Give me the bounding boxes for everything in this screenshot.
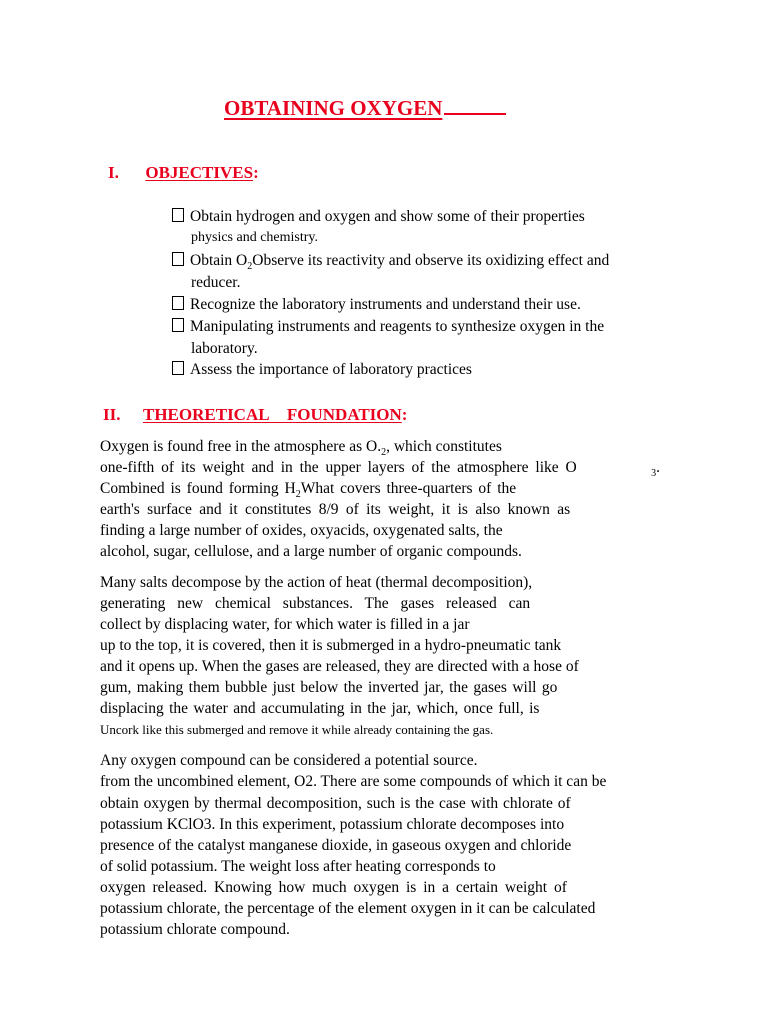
checkbox-glyph-icon [172,296,184,310]
paragraph1-line: earth's surface and it constitutes 8/9 of its weight, it is also known as [100,501,571,518]
paragraph2-line: displacing the water and accumulating in the jar, which, once full, is [100,700,540,717]
section-theory-heading: II. THEORETICAL FOUNDATION: [103,405,408,424]
paragraph1-line: alcohol, sugar, cellulose, and a large number of organic compounds. [100,543,522,560]
paragraph3-line: Any oxygen compound can be considered a potential source. [100,752,478,769]
paragraph3-line: potassium KClO3. In this experiment, potassium chlorate decomposes into [100,816,565,833]
title-underline-pad [444,112,506,115]
objective-item-cont: reducer. [191,274,241,291]
paragraph3-line: presence of the catalyst manganese dioxide, in gaseous oxygen and chloride [100,837,572,854]
checkbox-glyph-icon [172,318,184,332]
checkbox-glyph-icon [172,361,184,375]
paragraph2-line: collect by displacing water, for which water is filled in a jar [100,616,470,633]
objective-item: Assess the importance of laboratory practices [172,361,472,379]
paragraph3-line: potassium chlorate, the percentage of the element oxygen in it can be calculated [100,900,596,917]
objective-item-cont: laboratory. [191,340,258,357]
paragraph1-line: Oxygen is found free in the atmosphere as $O._2$, which constitutes [100,438,502,459]
paragraph3-line: of solid potassium. The weight loss after heating corresponds to [100,858,496,875]
objective-item: Obtain $O_2Observe$ its reactivity and observe its oxidizing effect and [172,252,609,272]
paragraph3-line: potassium chlorate compound. [100,921,290,938]
section-objectives-heading: I. OBJECTIVES: [108,163,259,182]
paragraph2-line: up to the top, it is covered, then it is submerged in a hydro-pneumatic tank [100,637,562,654]
paragraph2-line: gum, making them bubble just below the inverted jar, the gases will go [100,679,558,696]
checkbox-glyph-icon [172,208,184,222]
paragraph1-line: finding a large number of oxides, oxyacids, oxygenated salts, the [100,522,503,539]
paragraph2-line: Uncork like this submerged and remove it while already containing the gas. [100,722,494,737]
checkbox-glyph-icon [172,252,184,266]
objective-item: Obtain hydrogen and oxygen and show some of their properties [172,208,585,226]
paragraph1-line: Combined is found forming $H_2What$ covers three-quarters of the [100,480,517,501]
paragraph2-line: and it opens up. When the gases are released, they are directed with a hose of [100,658,579,675]
paragraph1-line: one-fifth of its weight and in the upper layers of the atmosphere like O $_3$. [100,459,660,480]
paragraph3-line: from the uncombined element, O2. There are some compounds of which it can be [100,773,607,790]
objective-item: Manipulating instruments and reagents to synthesize oxygen in the [172,318,604,336]
objective-item: Recognize the laboratory instruments and understand their use. [172,296,581,314]
paragraph3-line: obtain oxygen by thermal decomposition, such is the case with chlorate of [100,795,571,812]
paragraph2-line: generating new chemical substances. The gases released can [100,595,531,612]
page-title: OBTAINING OXYGEN [224,96,506,121]
paragraph2-line: Many salts decompose by the action of heat (thermal decomposition), [100,574,533,591]
paragraph3-line: oxygen released. Knowing how much oxygen is in a certain weight of [100,879,567,896]
objective-item-cont: physics and chemistry. [191,230,319,245]
